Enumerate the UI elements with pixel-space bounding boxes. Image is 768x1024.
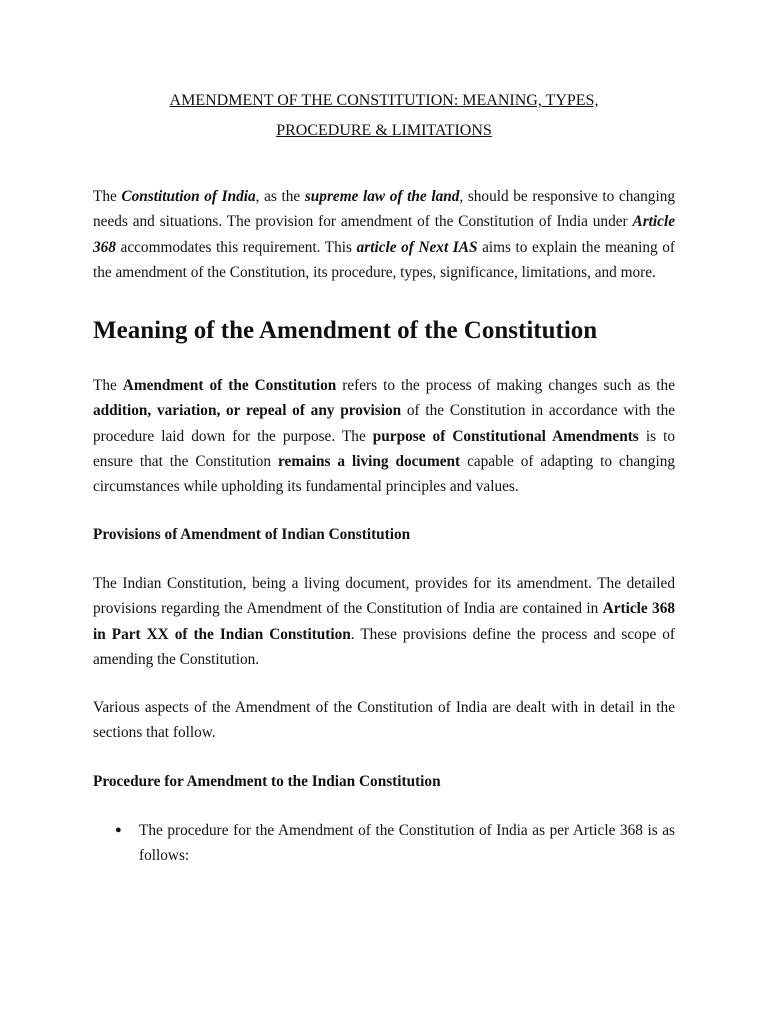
meaning-bold: Amendment of the Constitution <box>122 377 337 394</box>
meaning-text: The <box>93 377 123 394</box>
intro-emphasis: supreme law of the land <box>304 188 460 205</box>
provisions-text: The Indian Constitution, being a living document, provides for its amendment. The detailed provisions regarding the Amendment of the Constitution of India are contained in <box>93 575 675 618</box>
intro-text: aims to explain the meaning of the amendment of the Constitution, its procedure, types, significance, limitations, and more. <box>93 238 675 281</box>
meaning-text: is to ensure that the Constitution <box>93 427 675 470</box>
intro-paragraph <box>93 184 675 285</box>
aspects-paragraph: Various aspects of the Amendment of the Constitution of India are dealt with in detail in the sections that follow. <box>93 699 675 742</box>
intro-text: accommodates this requirement. This <box>115 238 357 256</box>
provisions-heading: Provisions of Amendment of Indian Constitution <box>93 526 411 543</box>
bullet-icon: ● <box>115 824 122 836</box>
intro-emphasis: Article 368 <box>93 213 675 256</box>
title-line-1: AMENDMENT OF THE CONSTITUTION: MEANING, TYPES, <box>169 92 599 109</box>
meaning-bold: remains a living document <box>278 452 461 470</box>
meaning-bold: addition, variation, or repeal of any provision <box>93 402 402 420</box>
list-item <box>93 818 675 869</box>
intro-emphasis: article of Next IAS <box>356 238 478 256</box>
procedure-bullet-list <box>93 818 675 869</box>
procedure-heading: Procedure for Amendment to the Indian Constitution <box>93 773 441 790</box>
meaning-text: of the Constitution in accordance with the procedure laid down for the purpose. The <box>93 402 676 445</box>
provisions-text: . These provisions define the process and scope of amending the Constitution. <box>93 625 675 668</box>
meaning-heading: Meaning of the Amendment of the Constitution <box>93 317 598 344</box>
document-title <box>90 86 678 146</box>
intro-text: , as the <box>255 188 305 205</box>
bullet-text: The procedure for the Amendment of the Constitution of India as per Article 368 is as follows: <box>139 822 675 865</box>
meaning-paragraph <box>93 373 675 499</box>
intro-text: , should be responsive to changing needs and situations. The provision for amendment of the Constitution of India under <box>93 188 676 231</box>
provisions-paragraph <box>93 571 675 672</box>
title-line-2: PROCEDURE & LIMITATIONS <box>276 122 492 139</box>
meaning-text: refers to the process of making changes such as the <box>336 377 675 394</box>
intro-text: The <box>93 188 122 205</box>
intro-emphasis: Constitution of India <box>121 188 256 205</box>
provisions-bold: Article 368 in Part XX of the Indian Constitution <box>93 600 675 643</box>
meaning-text: capable of adapting to changing circumstances while upholding its fundamental principles and values. <box>93 452 675 496</box>
meaning-bold: purpose of Constitutional Amendments <box>372 427 639 445</box>
